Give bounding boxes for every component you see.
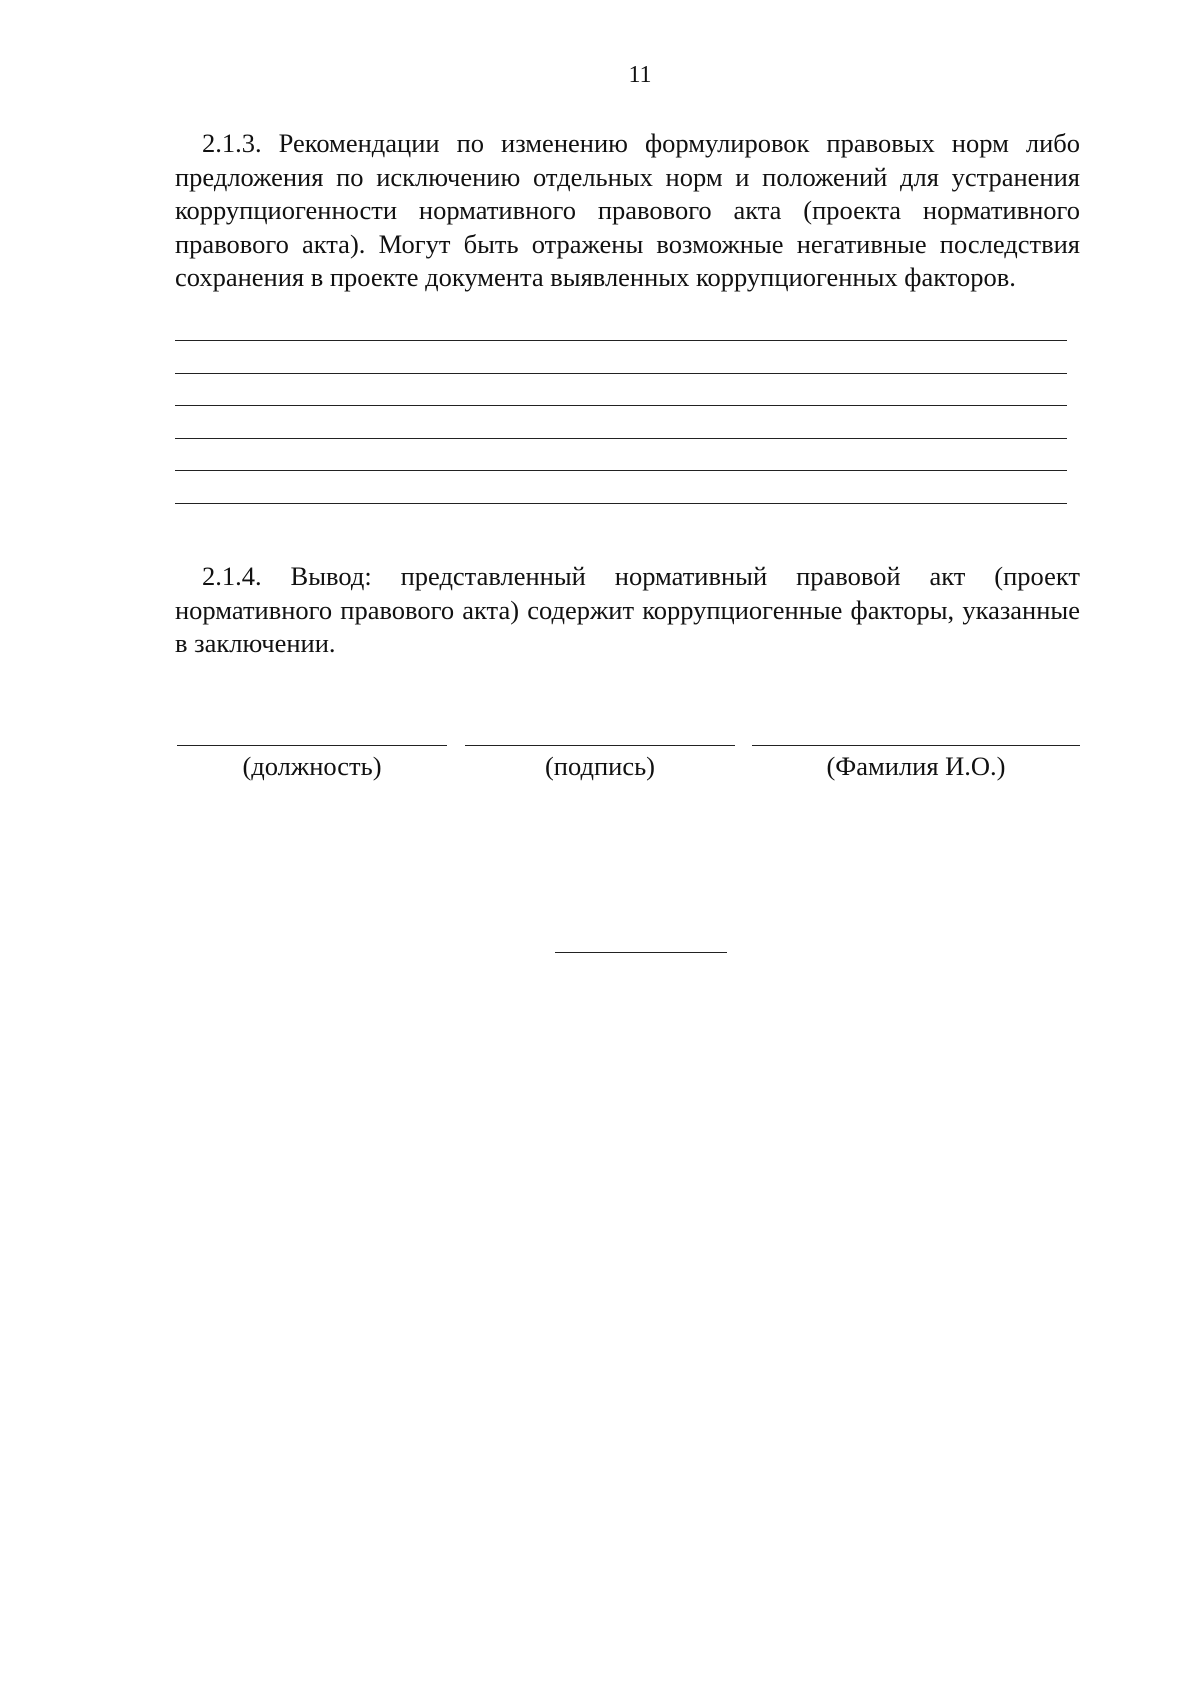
signature-block	[175, 745, 1080, 805]
signature-name-label: (Фамилия И.О.)	[826, 751, 1006, 781]
fill-line	[175, 405, 1067, 406]
recommendation-fill-lines	[175, 340, 1067, 535]
signature-sign-field	[465, 745, 735, 783]
document-end-rule	[555, 952, 727, 953]
signature-name-field	[752, 745, 1080, 783]
fill-line	[175, 470, 1067, 471]
section-2-1-3-paragraph: 2.1.3. Рекомендации по изменению формулировок правовых норм либо предложения по исключению отдельных норм и положений для устранения коррупциогенности нормативного правового акта (проекта нормативного правового акта). Могут быть отражены возможные негативные последствия сохранения в проекте документа выявленных коррупциогенных факторов.	[175, 128, 1080, 292]
signature-position-field	[177, 745, 447, 783]
signature-name-line	[752, 745, 1080, 746]
signature-sign-line	[465, 745, 735, 746]
fill-line	[175, 340, 1067, 341]
page-number: 11	[628, 62, 652, 88]
section-2-1-4-paragraph: 2.1.4. Вывод: представленный нормативный правовой акт (проект нормативного правового акта) содержит коррупциогенные факторы, указанные в заключении.	[175, 561, 1080, 658]
fill-line	[175, 438, 1067, 439]
signature-position-label: (должность)	[242, 751, 382, 781]
fill-line	[175, 503, 1067, 504]
signature-sign-label: (подпись)	[544, 751, 655, 781]
signature-position-line	[177, 745, 447, 746]
fill-line	[175, 373, 1067, 374]
